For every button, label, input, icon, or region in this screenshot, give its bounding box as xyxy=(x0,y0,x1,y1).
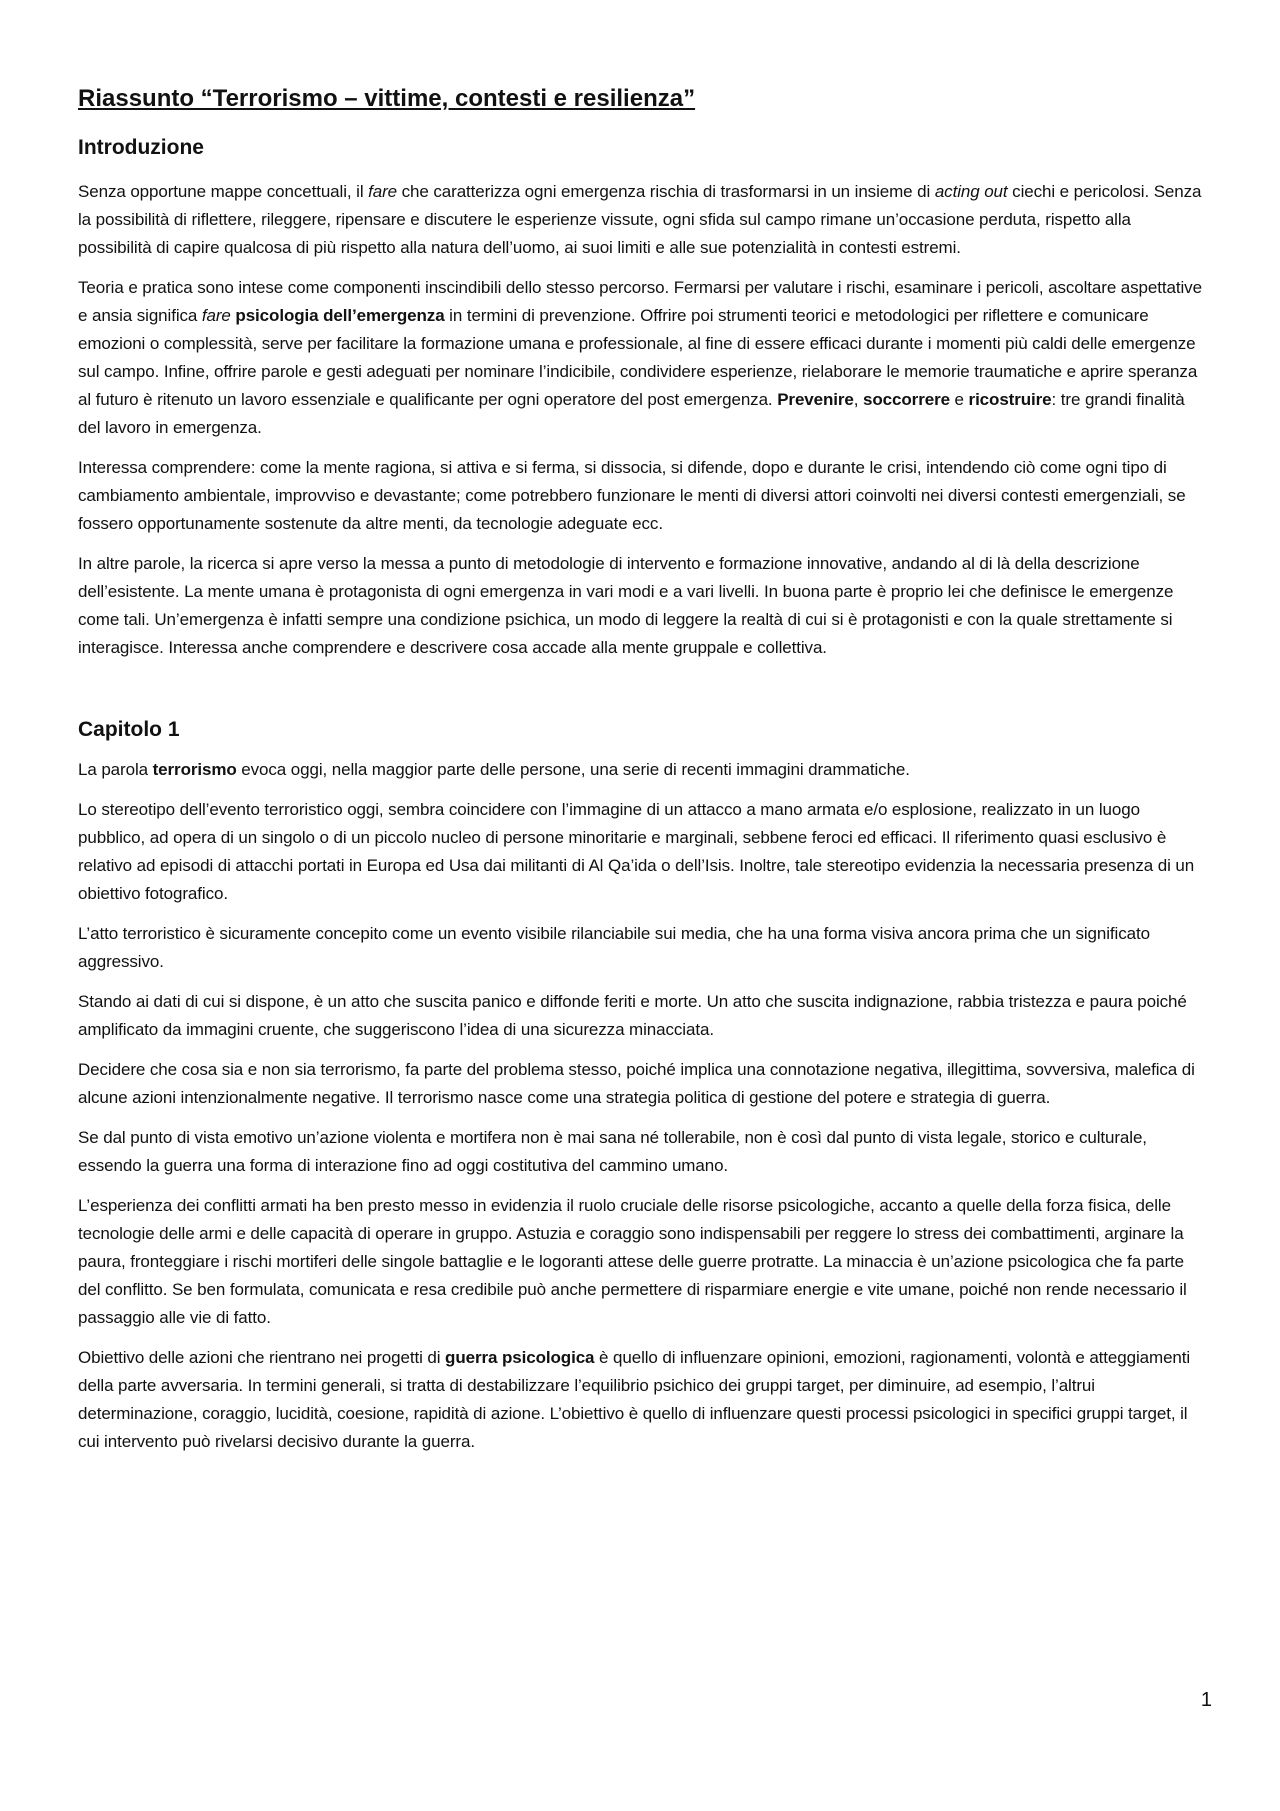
paragraph xyxy=(78,1344,1204,1456)
bold-text: psicologia dell’emergenza xyxy=(235,306,445,325)
paragraph xyxy=(78,274,1204,442)
text-run: evoca oggi, nella maggior parte delle persone, una serie di recenti immagini drammatiche. xyxy=(236,760,910,779)
paragraph: L’esperienza dei conflitti armati ha ben presto messo in evidenzia il ruolo cruciale delle risorse psicologiche, accanto a quelle della forza fisica, delle tecnologie delle armi e delle capacità di operare in gruppo. Astuzia e coraggio sono indispensabili per reggere lo stress dei combattimenti, arginare la paura, fronteggiare i rischi mortiferi delle singole battaglie e le logoranti attese delle guerre protratte. La minaccia è un’azione psicologica che fa parte del conflitto. Se ben formulata, comunicata e resa credibile può anche permettere di risparmiare energie e vite umane, poiché non rende necessario il passaggio alle vie di fatto. xyxy=(78,1196,1187,1327)
text-run: , xyxy=(853,390,864,409)
paragraph: L’atto terroristico è sicuramente concepito come un evento visibile rilanciabile sui media, che ha una forma visiva ancora prima che un significato aggressivo. xyxy=(78,924,1150,971)
italic-text: fare xyxy=(368,182,398,201)
paragraph xyxy=(78,178,1204,262)
text-run: Teoria e pratica sono intese come componenti inscindibili dello stesso percorso. Fermarsi per valutare i rischi, esaminare i pericoli, ascoltare aspettative e ansia significa xyxy=(78,278,1202,325)
paragraph: Stando ai dati di cui si dispone, è un atto che suscita panico e diffonde feriti e morte. Un atto che suscita indignazione, rabbia tristezza e paura poiché amplificato da immagini cruente, che suggeriscono l’idea di una sicurezza minacciata. xyxy=(78,992,1187,1039)
italic-text: fare xyxy=(201,306,231,325)
text-run: ciechi e pericolosi. Senza la possibilità di riflettere, rileggere, ripensare e discutere le esperienze vissute, ogni sfida sul campo rimane un’occasione perduta, rispetto alla possibilità di capire qualcosa di più rispetto alla natura dell’uomo, ai suoi limiti e alle sue potenzialità in contesti estremi. xyxy=(78,182,1202,257)
paragraph: Decidere che cosa sia e non sia terrorismo, fa parte del problema stesso, poiché implica una connotazione negativa, illegittima, sovversiva, malefica di alcune azioni intenzionalmente negative. Il terrorismo nasce come una strategia politica di gestione del potere e strategia di guerra. xyxy=(78,1060,1195,1107)
paragraph: Interessa comprendere: come la mente ragiona, si attiva e si ferma, si dissocia, si difende, dopo e durante le crisi, intendendo ciò come ogni tipo di cambiamento ambientale, improvviso e devastante; come potrebbero funzionare le menti di diversi attori coinvolti nei diversi contesti emergenziali, se fossero opportunamente sostenute da altre menti, da tecnologie adeguate ecc. xyxy=(78,458,1186,533)
bold-text: guerra psicologica xyxy=(445,1348,595,1367)
paragraph: Se dal punto di vista emotivo un’azione violenta e mortifera non è mai sana né tollerabile, non è così dal punto di vista legale, storico e culturale, essendo la guerra una forma di interazione fino ad oggi costitutiva del cammino umano. xyxy=(78,1128,1147,1175)
text-run: Obiettivo delle azioni che rientrano nei progetti di xyxy=(78,1348,446,1367)
paragraph xyxy=(78,756,1204,784)
page-number: 1 xyxy=(1200,1689,1212,1711)
section-heading-capitolo-1: Capitolo 1 xyxy=(78,718,180,741)
bold-text: Prevenire xyxy=(777,390,854,409)
text-run: e xyxy=(949,390,969,409)
text-run: che caratterizza ogni emergenza rischia di trasformarsi in un insieme di xyxy=(397,182,935,201)
bold-text: soccorrere xyxy=(863,390,950,409)
text-run: La parola xyxy=(78,760,153,779)
document-title: Riassunto “Terrorismo – vittime, contesti e resilienza” xyxy=(78,85,696,112)
section-heading-introduzione: Introduzione xyxy=(78,136,204,159)
text-run: è quello di influenzare opinioni, emozioni, ragionamenti, volontà e atteggiamenti della parte avversaria. In termini generali, si tratta di destabilizzare l’equilibrio psichico dei gruppi target, per diminuire, ad esempio, l’altrui determinazione, coraggio, lucidità, coesione, rapidità di azione. L’obiettivo è quello di influenzare questi processi psicologici in specifici gruppi target, il cui intervento può rivelarsi decisivo durante la guerra. xyxy=(78,1348,1191,1451)
bold-text: terrorismo xyxy=(152,760,237,779)
text-run: in termini di prevenzione. Offrire poi strumenti teorici e metodologici per riflettere e comunicare emozioni o complessità, serve per facilitare la formazione umana e professionale, al fine di essere efficaci durante i momenti più caldi delle emergenze sul campo. Infine, offrire parole e gesti adeguati per nominare l’indicibile, condividere esperienze, rielaborare le memorie traumatiche e aprire speranza al futuro è ritenuto un lavoro essenziale e qualificante per ogni operatore del post emergenza. xyxy=(78,306,1198,409)
paragraph: Lo stereotipo dell’evento terroristico oggi, sembra coincidere con l’immagine di un attacco a mano armata e/o esplosione, realizzato in un luogo pubblico, ad opera di un singolo o di un piccolo nucleo di persone minoritarie e marginali, sebbene feroci ed efficaci. Il riferimento quasi esclusivo è relativo ad episodi di attacchi portati in Europa ed Usa dai militanti di Al Qa’ida o dell’Isis. Inoltre, tale stereotipo evidenzia la necessaria presenza di un obiettivo fotografico. xyxy=(78,800,1195,903)
paragraph: In altre parole, la ricerca si apre verso la messa a punto di metodologie di intervento e formazione innovative, andando al di là della descrizione dell’esistente. La mente umana è protagonista di ogni emergenza in vari modi e a vari livelli. In buona parte è proprio lei che definisce le emergenze come tali. Un’emergenza è infatti sempre una condizione psichica, un modo di leggere la realtà di cui si è protagonisti e con la quale strettamente si interagisce. Interessa anche comprendere e descrivere cosa accade alla mente gruppale e collettiva. xyxy=(78,554,1174,657)
text-run: : tre grandi finalità del lavoro in emergenza. xyxy=(78,390,1185,437)
bold-text: ricostruire xyxy=(968,390,1052,409)
text-run: Senza opportune mappe concettuali, il xyxy=(78,182,369,201)
italic-text: acting out xyxy=(934,182,1008,201)
